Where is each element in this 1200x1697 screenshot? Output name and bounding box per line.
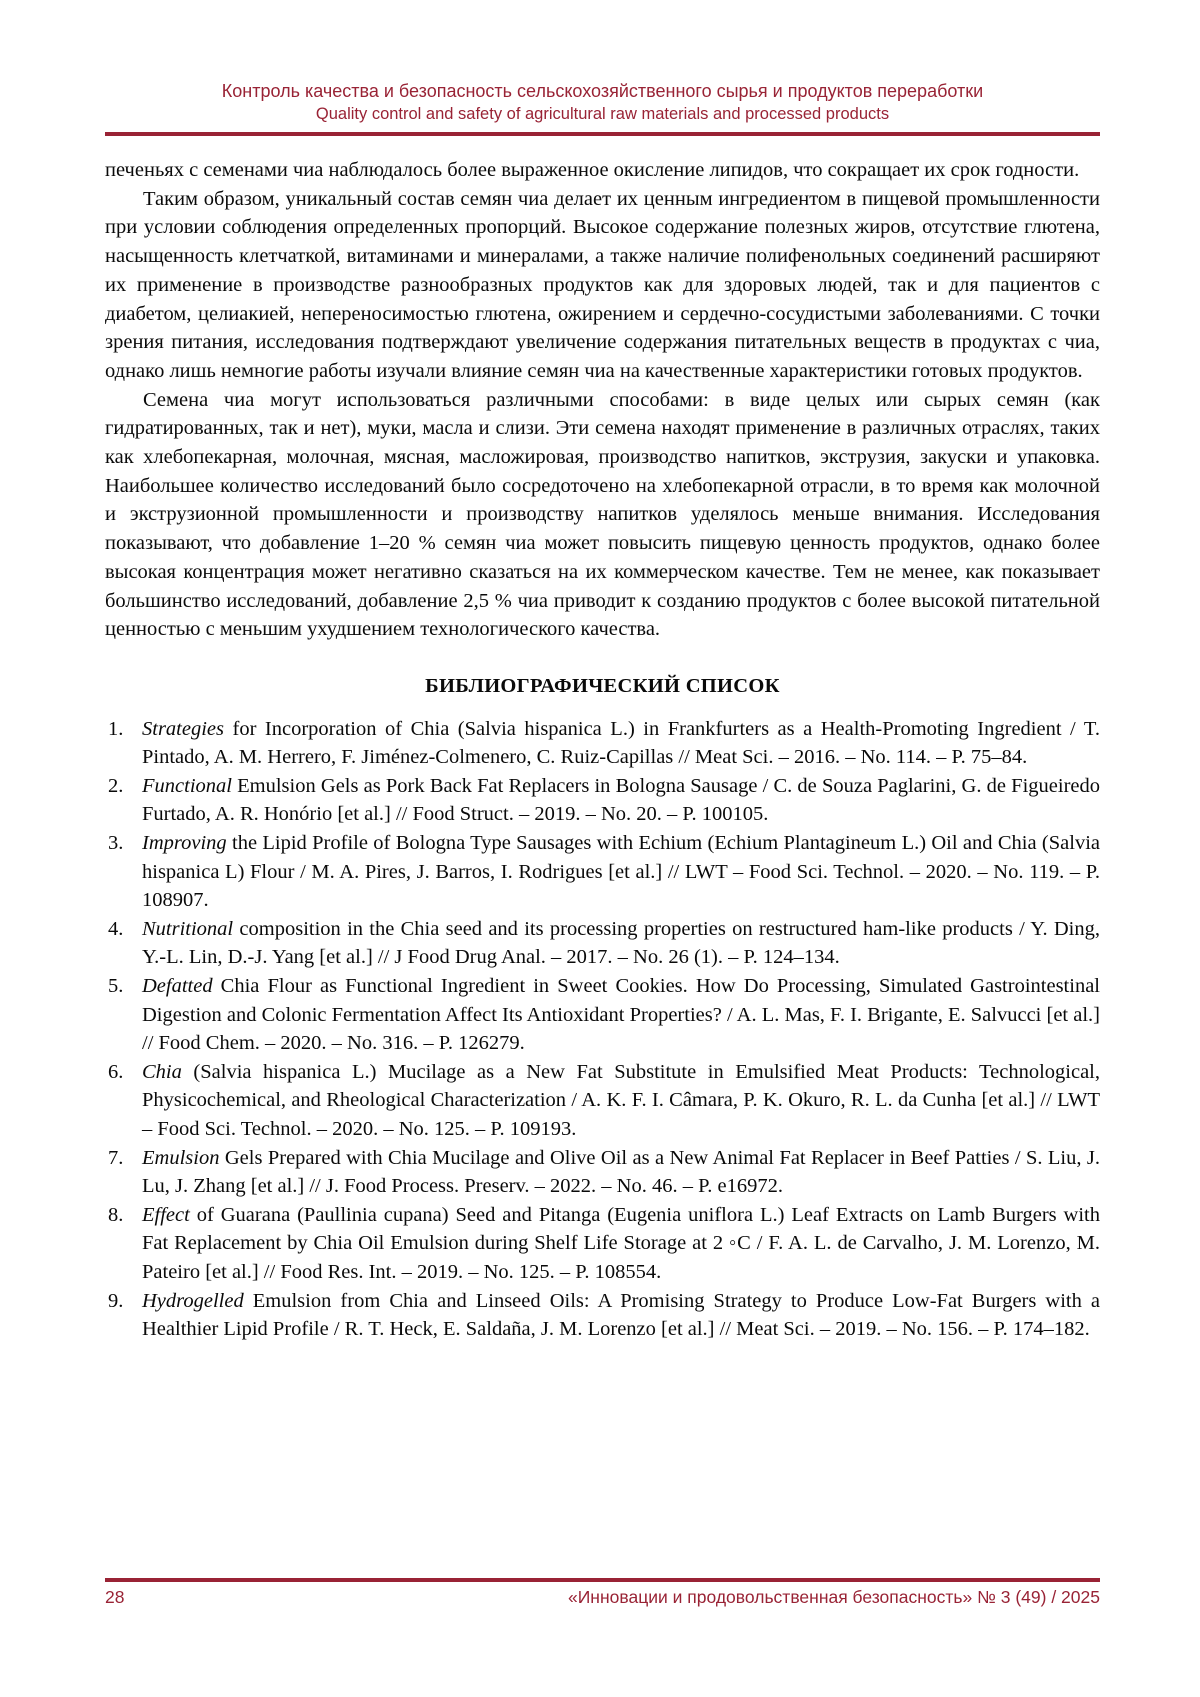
reference-item [105, 772, 1100, 829]
reference-text: for Incorporation of Chia (Salvia hispanica L.) in Frankfurters as a Health-Promoting Ingredient / T. Pintado, A. M. Herrero, F. Jiménez-Colmenero, C. Ruiz-Capillas // Meat Sci. – 2016. – No. 114. – P. 75–84. [142, 717, 1100, 769]
reference-lead-word: Defatted [142, 975, 213, 997]
page-content [105, 0, 1100, 1344]
reference-item [105, 829, 1100, 915]
reference-item [105, 1201, 1100, 1287]
reference-text: Emulsion from Chia and Linseed Oils: A Promising Strategy to Produce Low-Fat Burgers with a Healthier Lipid Profile / R. T. Heck, E. Saldaña, J. M. Lorenzo [et al.] // Meat Sci. – 2019. – No. 156. – P. 174–182. [142, 1289, 1100, 1341]
reference-text: (Salvia hispanica L.) Mucilage as a New Fat Substitute in Emulsified Meat Products: Technological, Physicochemical, and Rheological Characterization / A. K. F. I. Câmara, P. K. Okuro, R. L. da Cunha [et al.] // LWT – Food Sci. Technol. – 2020. – No. 125. – P. 109193. [142, 1060, 1100, 1140]
article-body [105, 156, 1100, 1344]
body-paragraph: печеньях с семенами чиа наблюдалось более выраженное окисление липидов, что сокращает их срок годности. [105, 159, 1080, 181]
footer-row [105, 1586, 1100, 1608]
reference-list [105, 715, 1100, 1344]
header-title-en: Quality control and safety of agricultural raw materials and processed products [315, 105, 890, 123]
reference-item [105, 1287, 1100, 1344]
reference-item [105, 715, 1100, 772]
reference-item [105, 915, 1100, 972]
reference-lead-word: Chia [142, 1060, 182, 1083]
bibliography-heading: БИБЛИОГРАФИЧЕСКИЙ СПИСОК [425, 674, 780, 697]
running-header [105, 0, 1100, 136]
reference-text: Gels Prepared with Chia Mucilage and Olive Oil as a New Animal Fat Replacer in Beef Patties / S. Liu, J. Lu, J. Zhang [et al.] // J. Food Process. Preserv. – 2022. – No. 46. – P. e16972. [142, 1146, 1100, 1198]
journal-issue-label: «Инновации и продовольственная безопасность» № 3 (49) / 2025 [568, 1587, 1100, 1607]
page-number: 28 [105, 1587, 125, 1607]
reference-lead-word: Emulsion [142, 1146, 220, 1169]
reference-lead-word: Functional [142, 774, 232, 797]
reference-item [105, 1144, 1100, 1201]
running-footer [105, 1578, 1100, 1608]
reference-text: of Guarana (Paullinia cupana) Seed and Pitanga (Eugenia uniflora L.) Leaf Extracts on Lamb Burgers with Fat Replacement by Chia Oil Emulsion during Shelf Life Storage at 2 ◦C / F. A. L. de Carvalho, J. M. Lorenzo, M. Pateiro [et al.] // Food Res. Int. – 2019. – No. 125. – P. 108554. [142, 1203, 1100, 1283]
header-double-rule [105, 132, 1100, 136]
reference-number: 5. [108, 975, 124, 997]
reference-text: composition in the Chia seed and its processing properties on restructured ham-like products / Y. Ding, Y.-L. Lin, D.-J. Yang [et al.] // J Food Drug Anal. – 2017. – No. 26 (1). – P. 124–134. [142, 917, 1100, 969]
reference-text: Emulsion Gels as Pork Back Fat Replacers in Bologna Sausage / C. de Souza Paglarini, G. de Figueiredo Furtado, A. R. Honório [et al.] // Food Struct. – 2019. – No. 20. – P. 100105. [142, 774, 1100, 826]
reference-number: 9. [108, 1289, 124, 1312]
reference-number: 1. [108, 717, 124, 740]
reference-number: 7. [108, 1146, 124, 1169]
reference-number: 8. [108, 1203, 124, 1226]
reference-text: the Lipid Profile of Bologna Type Sausages with Echium (Echium Plantagineum L.) Oil and Chia (Salvia hispanica L) Flour / M. A. Pires, J. Barros, I. Rodrigues [et al.] // LWT – Food Sci. Technol. – 2020. – No. 119. – P. 108907. [142, 832, 1100, 912]
header-title-ru: Контроль качества и безопасность сельскохозяйственного сырья и продуктов переработки [221, 81, 984, 101]
reference-text: Chia Flour as Functional Ingredient in Sweet Cookies. How Do Processing, Simulated Gastrointestinal Digestion and Colonic Fermentation Affect Its Antioxidant Properties? / A. L. Mas, F. I. Brigante, E. Salvucci [et al.] // Food Chem. – 2020. – No. 316. – P. 126279. [142, 975, 1100, 1055]
reference-lead-word: Hydrogelled [142, 1289, 244, 1312]
reference-item [105, 1058, 1100, 1144]
reference-number: 3. [108, 832, 124, 855]
reference-number: 6. [108, 1060, 124, 1083]
reference-lead-word: Improving [142, 832, 227, 855]
reference-number: 2. [108, 774, 124, 797]
reference-lead-word: Effect [142, 1203, 190, 1226]
reference-number: 4. [108, 917, 124, 940]
reference-lead-word: Nutritional [142, 917, 234, 940]
reference-lead-word: Strategies [142, 717, 224, 740]
reference-item [105, 972, 1100, 1058]
body-paragraph: Семена чиа могут использоваться различными способами: в виде целых или сырых семян (как гидратированных, так и нет), муки, масла и слизи. Эти семена находят применение в различных отраслях, таких как хлебопекарная, молочная, мясная, масложировая, производство напитков, экструзия, закуски и упаковка. Наибольшее количество исследований было сосредоточено на хлебопекарной отрасли, в то время как молочной и экструзионной промышленности и производству напитков уделялось меньше внимания. Исследования показывают, что добавление 1–20 % семян чиа может повысить пищевую ценность продуктов, однако более высокая концентрация может негативно сказаться на их коммерческом качестве. Тем не менее, как показывает большинство исследований, добавление 2,5 % чиа приводит к созданию продуктов с более высокой питательной ценностью с меньшим ухудшением технологического качества. [105, 388, 1100, 641]
footer-double-rule [105, 1578, 1100, 1582]
body-paragraph: Таким образом, уникальный состав семян чиа делает их ценным ингредиентом в пищевой промышленности при условии соблюдения определенных пропорций. Высокое содержание полезных жиров, отсутствие глютена, насыщенность клетчаткой, витаминами и минералами, а также наличие полифенольных соединений расширяют их применение в производстве разнообразных продуктов как для здоровых людей, так и для пациентов с диабетом, целиакией, непереносимостью глютена, ожирением и сердечно-сосудистыми заболеваниями. С точки зрения питания, исследования подтверждают увеличение содержания питательных веществ в продуктах с чиа, однако лишь немногие работы изучали влияние семян чиа на качественные характеристики готовых продуктов. [105, 187, 1100, 382]
